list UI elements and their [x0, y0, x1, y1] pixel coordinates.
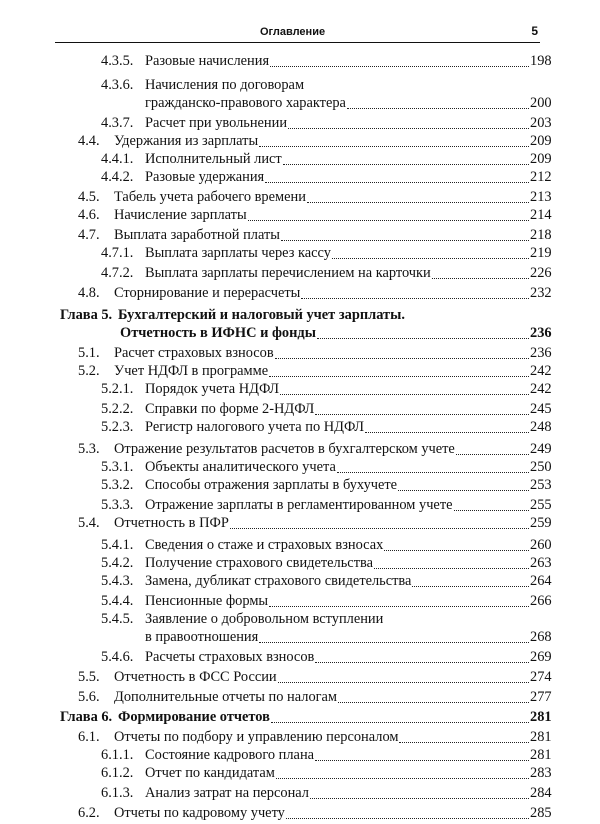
entry-title: Разовые удержания	[145, 169, 265, 185]
entry-title: Порядок учета НДФЛ	[145, 381, 280, 397]
toc-entry	[0, 762, 600, 784]
entry-page-number: 281	[530, 709, 552, 725]
toc-entry	[0, 626, 600, 648]
entry-page-number: 263	[530, 555, 552, 571]
entry-page-number: 203	[530, 115, 552, 131]
entry-page-number: 281	[530, 747, 552, 763]
entry-page-number: 198	[530, 53, 552, 69]
entry-title-line	[145, 378, 530, 400]
toc-entry	[0, 686, 600, 708]
entry-number: 5.4.4.	[101, 593, 134, 609]
toc-entry	[0, 646, 600, 668]
entry-title-line	[118, 706, 530, 728]
entry-title: Сторнирование и перерасчеты	[114, 285, 301, 301]
dot-leader	[315, 414, 529, 415]
entry-number: 5.4.3.	[101, 573, 134, 589]
dot-leader	[275, 358, 529, 359]
entry-title-line	[145, 242, 530, 264]
entry-title: Объекты аналитического учета	[145, 459, 336, 475]
entry-title: Бухгалтерский и налоговый учет зарплаты.	[118, 307, 405, 323]
dot-leader	[269, 376, 529, 377]
entry-number: 5.4.2.	[101, 555, 134, 571]
entry-title: Расчеты страховых взносов	[145, 649, 315, 665]
dot-leader	[412, 586, 529, 587]
entry-page-number: 283	[530, 765, 552, 781]
entry-page-number: 255	[530, 497, 552, 513]
entry-page-number: 242	[530, 363, 552, 379]
entry-number: 5.4.	[78, 515, 100, 531]
entry-title-line	[145, 92, 530, 114]
entry-number: 4.7.1.	[101, 245, 134, 261]
entry-title: в правоотношения	[145, 629, 259, 645]
toc-entry	[0, 570, 600, 592]
entry-number: 5.3.1.	[101, 459, 134, 475]
entry-title: Отчет по кандидатам	[145, 765, 275, 781]
entry-title-line	[114, 666, 530, 688]
entry-title-line	[145, 474, 530, 496]
entry-number: 5.4.5.	[101, 611, 134, 627]
entry-number: 5.1.	[78, 345, 100, 361]
dot-leader	[310, 798, 529, 799]
dot-leader	[259, 642, 529, 643]
entry-title: Пенсионные формы	[145, 593, 269, 609]
entry-title: Получение страхового свидетельства	[145, 555, 373, 571]
entry-page-number: 232	[530, 285, 552, 301]
entry-number: 5.4.1.	[101, 537, 134, 553]
entry-page-number: 285	[530, 805, 552, 821]
toc-entry	[0, 474, 600, 496]
entry-page-number: 253	[530, 477, 552, 493]
toc-entry	[0, 378, 600, 400]
entry-page-number: 281	[530, 729, 552, 745]
entry-title: Удержания из зарплаты	[114, 133, 259, 149]
dot-leader	[456, 454, 529, 455]
entry-title-line	[145, 262, 530, 284]
entry-number: 5.6.	[78, 689, 100, 705]
toc-entry	[0, 204, 600, 226]
entry-title: Отчетность в ФСС России	[114, 669, 277, 685]
dot-leader	[269, 606, 529, 607]
entry-title: Учет НДФЛ в программе	[114, 363, 269, 379]
entry-title-line	[120, 322, 530, 344]
entry-title: Выплата заработной платы	[114, 227, 280, 243]
entry-number: 5.3.3.	[101, 497, 134, 513]
chapter-entry	[0, 706, 600, 728]
entry-number: 6.2.	[78, 805, 100, 821]
entry-page-number: 218	[530, 227, 552, 243]
dot-leader	[301, 298, 529, 299]
entry-title: Отчетность в ИФНС и фонды	[120, 325, 316, 341]
entry-number: Глава 5.	[60, 307, 113, 323]
entry-title: Формирование отчетов	[118, 709, 270, 725]
entry-page-number: 236	[530, 345, 552, 361]
entry-number: 5.2.3.	[101, 419, 134, 435]
entry-number: 6.1.2.	[101, 765, 134, 781]
entry-page-number: 264	[530, 573, 552, 589]
entry-title-line	[114, 204, 530, 226]
entry-page-number: 274	[530, 669, 552, 685]
entry-title: Состояние кадрового плана	[145, 747, 315, 763]
entry-number: 4.3.5.	[101, 53, 134, 69]
entry-number: 4.5.	[78, 189, 100, 205]
entry-title: Отчеты по кадровому учету	[114, 805, 285, 821]
entry-title-line	[145, 416, 530, 438]
dot-leader	[347, 108, 529, 109]
dot-leader	[271, 722, 529, 723]
dot-leader	[248, 220, 529, 221]
entry-page-number: 248	[530, 419, 552, 435]
entry-title-line	[145, 782, 530, 804]
entry-number: 6.1.1.	[101, 747, 134, 763]
entry-title: Выплата зарплаты через кассу	[145, 245, 331, 261]
dot-leader	[265, 182, 529, 183]
entry-title: Способы отражения зарплаты в бухучете	[145, 477, 398, 493]
toc-entry	[0, 242, 600, 264]
dot-leader	[384, 550, 529, 551]
header-title: Оглавление	[260, 26, 326, 38]
dot-leader	[230, 528, 529, 529]
entry-page-number: 259	[530, 515, 552, 531]
entry-title-line	[114, 686, 530, 708]
entry-title: Выплата зарплаты перечислением на карточки	[145, 265, 431, 281]
running-header	[55, 22, 540, 43]
entry-page-number: 226	[530, 265, 552, 281]
entry-number: 5.3.2.	[101, 477, 134, 493]
entry-title-line	[145, 646, 530, 668]
entry-number: 4.7.2.	[101, 265, 134, 281]
entry-page-number: 242	[530, 381, 552, 397]
entry-number: 4.4.	[78, 133, 100, 149]
entry-title: Расчет страховых взносов	[114, 345, 274, 361]
dot-leader	[281, 240, 529, 241]
entry-number: 4.8.	[78, 285, 100, 301]
entry-page-number: 284	[530, 785, 552, 801]
dot-leader	[270, 66, 529, 67]
dot-leader	[399, 742, 529, 743]
toc-entry	[0, 50, 600, 72]
entry-title: Отражение результатов расчетов в бухгалтерском учете	[114, 441, 455, 457]
entry-title-line	[145, 570, 530, 592]
dot-leader	[283, 164, 529, 165]
dot-leader	[276, 778, 529, 779]
entry-page-number: 214	[530, 207, 552, 223]
entry-number: 4.4.2.	[101, 169, 134, 185]
dot-leader	[307, 202, 529, 203]
entry-number: 6.1.	[78, 729, 100, 745]
entry-title: Замена, дубликат страхового свидетельства	[145, 573, 412, 589]
entry-number: 4.3.6.	[101, 77, 134, 93]
dot-leader	[288, 128, 529, 129]
entry-title-line	[145, 762, 530, 784]
entry-number: 4.7.	[78, 227, 100, 243]
entry-number: 4.3.7.	[101, 115, 134, 131]
toc-entry	[0, 512, 600, 534]
toc-entry	[0, 416, 600, 438]
entry-page-number: 260	[530, 537, 552, 553]
entry-title: Отражение зарплаты в регламентированном учете	[145, 497, 453, 513]
entry-page-number: 266	[530, 593, 552, 609]
toc-entry	[0, 666, 600, 688]
entry-page-number: 209	[530, 151, 552, 167]
dot-leader	[374, 568, 529, 569]
entry-title: Сведения о стаже и страховых взносах	[145, 537, 384, 553]
dot-leader	[365, 432, 529, 433]
dot-leader	[398, 490, 529, 491]
dot-leader	[432, 278, 529, 279]
entry-number: 4.6.	[78, 207, 100, 223]
dot-leader	[278, 682, 529, 683]
entry-title: Исполнительный лист	[145, 151, 282, 167]
header-page-number: 5	[531, 24, 538, 38]
entry-title: Разовые начисления	[145, 53, 270, 69]
entry-title-line	[114, 802, 530, 824]
entry-title: Отчетность в ПФР	[114, 515, 229, 531]
toc-entry	[0, 92, 600, 114]
entry-page-number: 277	[530, 689, 552, 705]
entry-page-number: 236	[530, 325, 552, 341]
toc-entry	[0, 802, 600, 824]
entry-number: 5.5.	[78, 669, 100, 685]
toc-entry	[0, 166, 600, 188]
dot-leader	[337, 472, 529, 473]
entry-page-number: 245	[530, 401, 552, 417]
entry-title-line	[114, 282, 530, 304]
entry-title-line	[145, 166, 530, 188]
entry-number: 5.4.6.	[101, 649, 134, 665]
entry-number: 4.4.1.	[101, 151, 134, 167]
dot-leader	[317, 338, 529, 339]
entry-page-number: 269	[530, 649, 552, 665]
entry-page-number: 213	[530, 189, 552, 205]
entry-number: 5.2.2.	[101, 401, 134, 417]
entry-title-line	[114, 512, 530, 534]
dot-leader	[338, 702, 529, 703]
chapter-entry	[0, 322, 600, 344]
toc-entry	[0, 282, 600, 304]
entry-title: Справки по форме 2-НДФЛ	[145, 401, 315, 417]
entry-title: Начисление зарплаты	[114, 207, 247, 223]
entry-title-line	[145, 50, 530, 72]
dot-leader	[315, 760, 529, 761]
entry-title: гражданско-правового характера	[145, 95, 346, 111]
dot-leader	[332, 258, 529, 259]
dot-leader	[454, 510, 530, 511]
entry-number: 5.2.	[78, 363, 100, 379]
entry-page-number: 249	[530, 441, 552, 457]
dot-leader	[286, 818, 529, 819]
entry-title: Начисления по договорам	[145, 77, 305, 93]
entry-title: Анализ затрат на персонал	[145, 785, 309, 801]
entry-title: Расчет при увольнении	[145, 115, 288, 131]
entry-title-line	[145, 626, 530, 648]
entry-page-number: 200	[530, 95, 552, 111]
entry-number: 6.1.3.	[101, 785, 134, 801]
dot-leader	[315, 662, 529, 663]
entry-page-number: 209	[530, 133, 552, 149]
dot-leader	[259, 146, 529, 147]
entry-number: 5.2.1.	[101, 381, 134, 397]
entry-title: Табель учета рабочего времени	[114, 189, 306, 205]
entry-title: Заявление о добровольном вступлении	[145, 611, 384, 627]
entry-page-number: 219	[530, 245, 552, 261]
dot-leader	[280, 394, 529, 395]
toc-entry	[0, 782, 600, 804]
entry-page-number: 250	[530, 459, 552, 475]
entry-page-number: 212	[530, 169, 552, 185]
entry-title: Дополнительные отчеты по налогам	[114, 689, 338, 705]
entry-page-number: 268	[530, 629, 552, 645]
entry-number: Глава 6.	[60, 709, 113, 725]
entry-title: Регистр налогового учета по НДФЛ	[145, 419, 365, 435]
toc-entry	[0, 262, 600, 284]
entry-title: Отчеты по подбору и управлению персоналом	[114, 729, 399, 745]
entry-number: 5.3.	[78, 441, 100, 457]
